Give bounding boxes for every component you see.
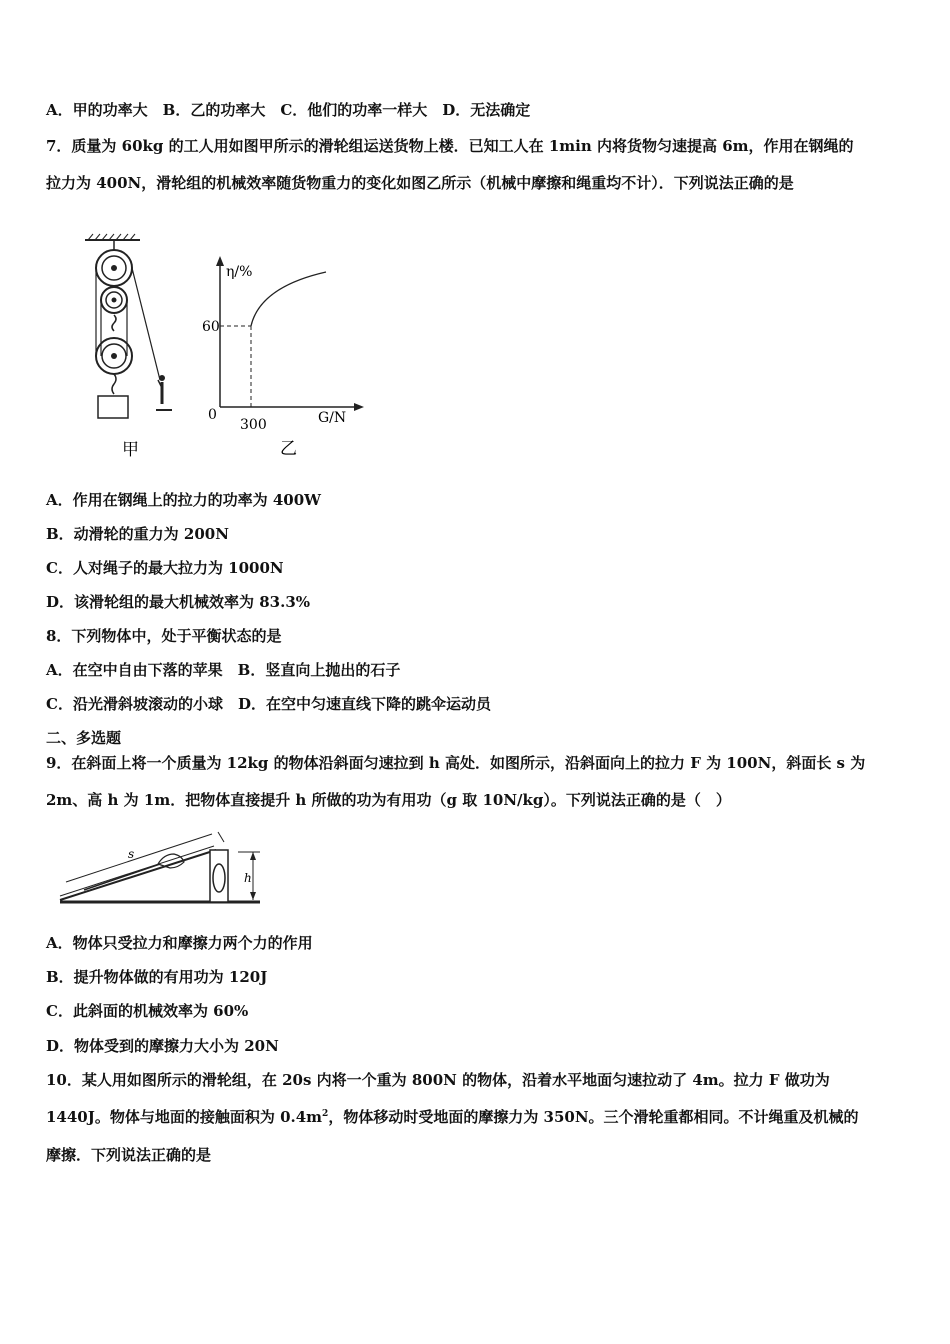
q8-options-ab: A．在空中自由下落的苹果 B．竖直向上抛出的石子 bbox=[46, 661, 401, 679]
q7-option-b: B．动滑轮的重力为 200N bbox=[46, 525, 229, 543]
pulley-system-figure bbox=[70, 232, 200, 462]
graph-x-tick-label: 300 bbox=[240, 417, 267, 433]
q9-text-line1: 9．在斜面上将一个质量为 12kg 的物体沿斜面匀速拉到 h 高处．如图所示，沿斜面向上的拉力 F 为 100N，斜面长 s 为 bbox=[46, 754, 866, 772]
q10-text-line3: 摩擦．下列说法正确的是 bbox=[46, 1146, 212, 1164]
graph-x-axis-label: G/N bbox=[318, 410, 347, 426]
q10-line2-pre: 1440J。物体与地面的接触面积为 0.4m bbox=[46, 1108, 323, 1126]
q7-option-d: D．该滑轮组的最大机械效率为 83.3% bbox=[46, 593, 311, 611]
q9-option-a: A．物体只受拉力和摩擦力两个力的作用 bbox=[46, 934, 313, 952]
q7-text-line1: 7．质量为 60kg 的工人用如图甲所示的滑轮组运送货物上楼．已知工人在 1min 内将货物匀速提高 6m，作用在钢绳的 bbox=[46, 137, 854, 155]
q6-options: A．甲的功率大 B．乙的功率大 C．他们的功率一样大 D．无法确定 bbox=[46, 101, 531, 119]
graph-label: 乙 bbox=[280, 439, 297, 459]
q7-text-line2: 拉力为 400N，滑轮组的机械效率随货物重力的变化如图乙所示（机械中摩擦和绳重均不计）．下列说法正确的是 bbox=[46, 174, 794, 192]
graph-y-tick-label: 60 bbox=[202, 319, 220, 335]
incline-s-label: s bbox=[128, 847, 135, 861]
q10-line2-post: ，物体移动时受地面的摩擦力为 350N。三个滑轮重都相同。不计绳重及机械的 bbox=[328, 1108, 859, 1126]
q9-option-b: B．提升物体做的有用功为 120J bbox=[46, 968, 268, 986]
q8-options-cd: C．沿光滑斜坡滚动的小球 D．在空中匀速直线下降的跳伞运动员 bbox=[46, 695, 491, 713]
pulley-label: 甲 bbox=[122, 440, 139, 460]
pull-rope bbox=[84, 864, 160, 890]
incline-h-label: h bbox=[244, 871, 252, 885]
graph-y-axis-label: η/% bbox=[226, 264, 253, 280]
q10-text-line1: 10．某人用如图所示的滑轮组，在 20s 内将一个重为 800N 的物体，沿着水平地面匀速拉动了 4m。拉力 F 做功为 bbox=[46, 1071, 830, 1089]
q9-option-c: C．此斜面的机械效率为 60% bbox=[46, 1002, 249, 1020]
q8-text: 8．下列物体中，处于平衡状态的是 bbox=[46, 627, 282, 645]
efficiency-graph-figure bbox=[198, 252, 368, 462]
q7-option-c: C．人对绳子的最大拉力为 1000N bbox=[46, 559, 284, 577]
incline-surface bbox=[60, 850, 216, 900]
graph-y-arrow bbox=[216, 256, 224, 266]
graph-origin-label: 0 bbox=[208, 407, 217, 423]
q7-option-a: A．作用在钢绳上的拉力的功率为 400W bbox=[46, 491, 322, 509]
incline-figure bbox=[48, 824, 268, 910]
section-heading-multi-choice: 二、多选题 bbox=[46, 729, 122, 747]
graph-x-arrow bbox=[354, 403, 364, 411]
graph-curve bbox=[251, 272, 326, 326]
q10-text-line2 bbox=[46, 1107, 859, 1127]
q9-text-line2: 2m、高 h 为 1m．把物体直接提升 h 所做的功为有用功（g 取 10N/kg）。下列说法正确的是（ ） bbox=[46, 791, 731, 809]
q10-line2-sup: 2 bbox=[322, 1109, 329, 1119]
q9-option-d: D．物体受到的摩擦力大小为 20N bbox=[46, 1037, 279, 1055]
